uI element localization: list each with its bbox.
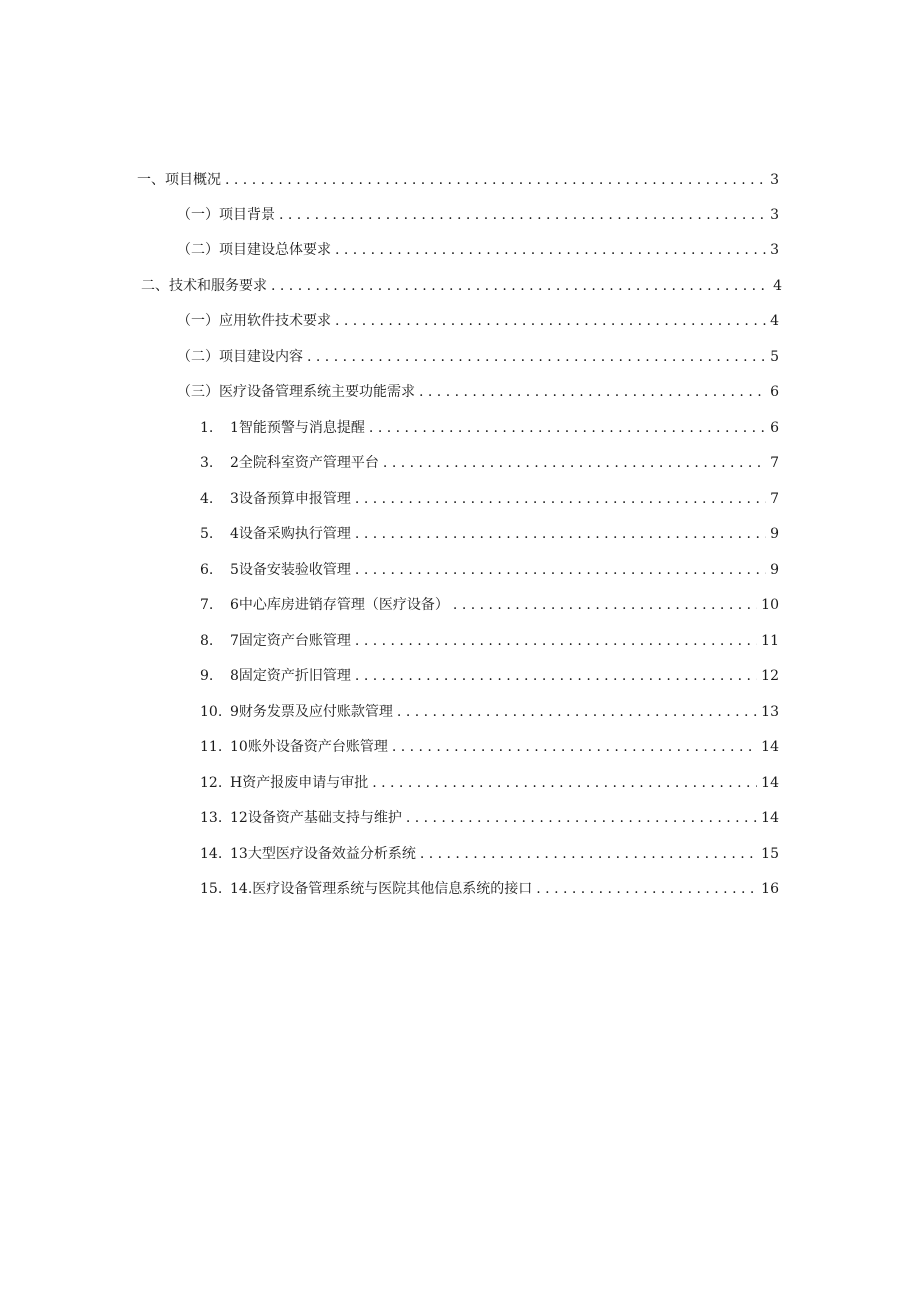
toc-page-number: 4: [770, 313, 779, 329]
toc-entry-title: 1智能预警与消息提醒: [230, 420, 365, 436]
toc-entry-title: H资产报废申请与审批: [230, 775, 369, 791]
toc-page-number: 12: [761, 668, 779, 684]
toc-leader-dots: [355, 630, 757, 652]
toc-page-number: 9: [770, 562, 779, 578]
toc-page-number: 16: [761, 881, 779, 897]
toc-page-number: 6: [770, 420, 779, 436]
toc-entry-title: （二）项目建设总体要求: [177, 242, 331, 258]
toc-page-number: 14: [761, 775, 779, 791]
toc-entry[interactable]: [200, 630, 779, 652]
toc-leader-dots: [355, 559, 766, 581]
toc-leader-dots: [392, 736, 757, 758]
toc-entry[interactable]: [177, 204, 779, 226]
toc-entry-number: 4.: [200, 491, 214, 507]
toc-page-number: 14: [761, 739, 779, 755]
toc-leader-dots: [536, 878, 757, 900]
toc-page-number: 13: [761, 704, 779, 720]
toc-leader-dots: [453, 594, 757, 616]
toc-entry-number: 10.: [200, 704, 223, 720]
toc-entry-title: 12设备资产基础支持与维护: [230, 810, 402, 826]
toc-entry[interactable]: [200, 417, 779, 439]
toc-entry-title: 10账外设备资产台账管理: [230, 739, 388, 755]
toc-entry-number: 12.: [200, 775, 223, 791]
toc-entry[interactable]: [200, 488, 779, 510]
toc-entry-title: 5设备安装验收管理: [230, 562, 351, 578]
toc-page-number: 3: [770, 172, 779, 188]
toc-entry-number: 3.: [200, 455, 214, 471]
toc-entry-number: 11.: [200, 739, 223, 755]
toc-page-number: 10: [761, 597, 779, 613]
toc-page-number: 15: [761, 846, 779, 862]
toc-entry[interactable]: [200, 701, 779, 723]
toc-leader-dots: [355, 523, 766, 545]
toc-entry-title: 3设备预算申报管理: [230, 491, 351, 507]
toc-entry-title: （三）医疗设备管理系统主要功能需求: [177, 384, 415, 400]
toc-leader-dots: [420, 843, 757, 865]
toc-entry-title: 8固定资产折旧管理: [230, 668, 351, 684]
toc-entry-title: 9财务发票及应付账款管理: [230, 704, 393, 720]
toc-entry[interactable]: [141, 275, 782, 297]
toc-leader-dots: [372, 772, 757, 794]
toc-entry-number: 6.: [200, 562, 214, 578]
toc-leader-dots: [355, 665, 757, 687]
toc-entry-number: 5.: [200, 526, 214, 542]
toc-page-number: 11: [761, 633, 779, 649]
toc-entry[interactable]: [177, 310, 779, 332]
toc-entry[interactable]: [200, 594, 779, 616]
toc-page-number: 3: [770, 207, 779, 223]
toc-entry[interactable]: [200, 878, 779, 900]
toc-entry-number: 14.: [200, 846, 223, 862]
toc-entry-title: 6中心库房进销存管理（医疗设备）: [230, 597, 449, 613]
toc-entry[interactable]: [200, 736, 779, 758]
toc-leader-dots: [307, 346, 766, 368]
toc-entry-number: 15.: [200, 881, 223, 897]
toc-entry-title: 4设备采购执行管理: [230, 526, 351, 542]
toc-entry[interactable]: [200, 843, 779, 865]
toc-entry-number: 8.: [200, 633, 214, 649]
toc-leader-dots: [369, 417, 766, 439]
toc-leader-dots: [335, 239, 766, 261]
toc-entry-number: 1.: [200, 420, 214, 436]
toc-leader-dots: [271, 275, 769, 297]
toc-entry[interactable]: [200, 665, 779, 687]
toc-page-number: 4: [773, 278, 782, 294]
toc-entry[interactable]: [177, 381, 779, 403]
toc-leader-dots: [419, 381, 766, 403]
toc-leader-dots: [397, 701, 757, 723]
toc-entry[interactable]: [200, 523, 779, 545]
toc-page-number: 7: [770, 455, 779, 471]
toc-page-number: 7: [770, 491, 779, 507]
toc-entry-title: 二、技术和服务要求: [141, 278, 267, 294]
toc-page-number: 9: [770, 526, 779, 542]
toc-page-number: 6: [770, 384, 779, 400]
toc-entry[interactable]: [177, 239, 779, 261]
toc-entry-number: 9.: [200, 668, 214, 684]
toc-page-number: 14: [761, 810, 779, 826]
toc-entry-number: 13.: [200, 810, 223, 826]
toc-leader-dots: [406, 807, 757, 829]
toc-leader-dots: [279, 204, 766, 226]
toc-entry-title: 7固定资产台账管理: [230, 633, 351, 649]
toc-entry[interactable]: [200, 452, 779, 474]
toc-entry-title: （一）项目背景: [177, 207, 275, 223]
toc-entry-title: 2全院科室资产管理平台: [230, 455, 379, 471]
toc-entry[interactable]: [137, 169, 779, 191]
toc-entry[interactable]: [200, 559, 779, 581]
toc-page-number: 3: [770, 242, 779, 258]
toc-entry-title: 14.医疗设备管理系统与医院其他信息系统的接口: [230, 881, 533, 897]
toc-leader-dots: [383, 452, 766, 474]
toc-leader-dots: [335, 310, 766, 332]
toc-leader-dots: [355, 488, 766, 510]
toc-entry-title: （一）应用软件技术要求: [177, 313, 331, 329]
toc-entry-title: 13大型医疗设备效益分析系统: [230, 846, 416, 862]
toc-page-number: 5: [770, 349, 779, 365]
toc-leader-dots: [225, 169, 766, 191]
toc-entry-number: 7.: [200, 597, 214, 613]
toc-entry[interactable]: [200, 807, 779, 829]
toc-entry[interactable]: [200, 772, 779, 794]
toc-entry-title: 一、项目概况: [137, 172, 221, 188]
toc-entry[interactable]: [177, 346, 779, 368]
toc-entry-title: （二）项目建设内容: [177, 349, 303, 365]
